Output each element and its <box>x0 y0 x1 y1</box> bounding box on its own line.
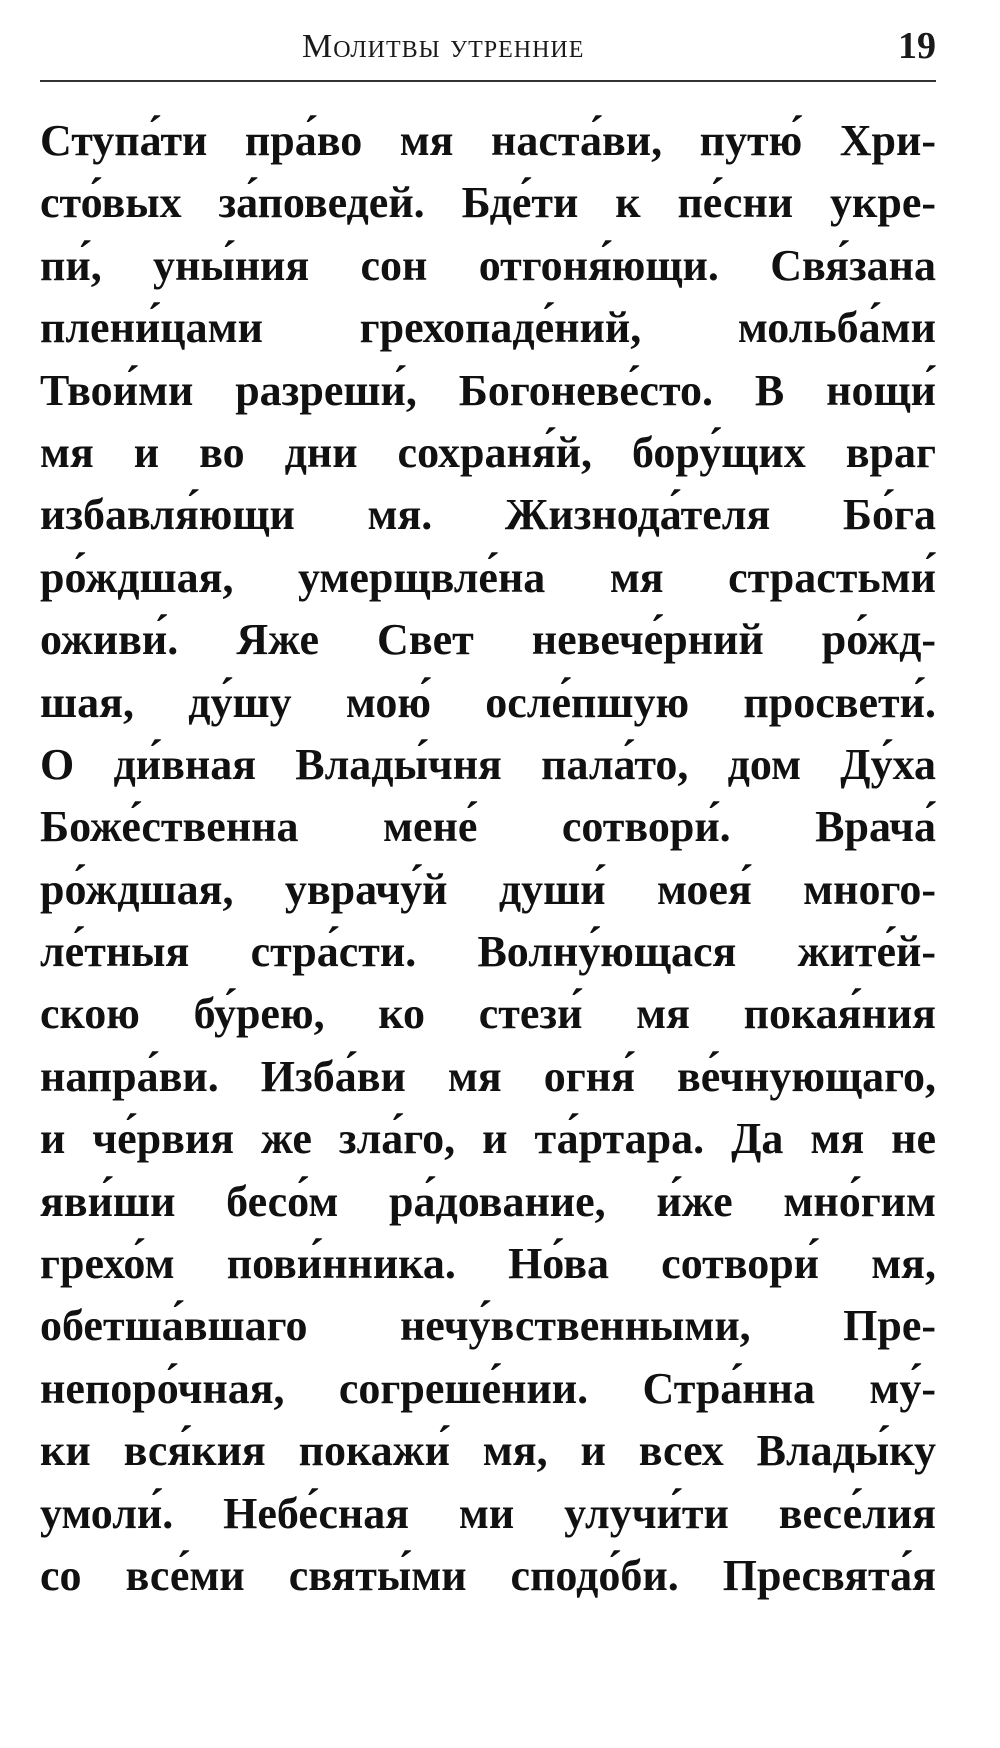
text-line: напра́ви. Изба́ви мя огня́ ве́чнующаго, <box>40 1051 936 1101</box>
header-rule <box>40 80 936 82</box>
text-line: избавля́ющи мя. Жизнода́теля Бо́га <box>40 490 936 540</box>
text-line: оживи́. Яже Свет невече́рний ро́жд- <box>40 615 936 665</box>
book-page <box>40 22 940 1722</box>
page-number: 19 <box>898 25 936 67</box>
text-line: пи́, уны́ния сон отгоня́ющи. Свя́зана <box>40 240 936 290</box>
text-line: Твои́ми разреши́, Богоневе́сто. В нощи́ <box>40 365 936 415</box>
text-line: со все́ми святы́ми сподо́би. Пресвята́я <box>40 1550 936 1600</box>
text-line: ле́тныя стра́сти. Волну́ющася жите́й- <box>40 927 936 977</box>
text-line: Ступа́ти пра́во мя наста́ви, путю́ Хри- <box>40 116 936 165</box>
text-line: непоро́чная, согреше́нии. Стра́нна му́- <box>40 1363 936 1413</box>
text-line: умоли́. Небе́сная ми улучи́ти весе́лия <box>40 1488 936 1538</box>
text-line: обетша́вшаго нечу́вственными, Пре- <box>40 1301 936 1351</box>
text-line: грехо́м пови́нника. Но́ва сотвори́ мя, <box>40 1239 936 1289</box>
text-line: ро́ждшая, умерщвле́на мя страстьми́ <box>40 552 936 602</box>
text-line: яви́ши бесо́м ра́дование, и́же мно́гим <box>40 1176 936 1226</box>
text-line: Боже́ственна мене́ сотвори́. Врача́ <box>40 802 936 852</box>
text-line: О ди́вная Влады́чня пала́то, дом Ду́ха <box>40 739 936 789</box>
text-line: мя и во дни сохраня́й, бору́щих враг <box>40 427 936 477</box>
text-line: плени́цами грехопаде́ний, мольба́ми <box>40 303 936 353</box>
text-line: ки вся́кия покажи́ мя, и всех Влады́ку <box>40 1426 936 1476</box>
text-line: и че́рвия же зла́го, и та́ртара. Да мя не <box>40 1114 936 1164</box>
text-line: ро́ждшая, уврачу́й души́ моея́ много- <box>40 864 936 914</box>
text-line: сто́вых за́поведей. Бде́ти к пе́сни укре- <box>40 178 936 228</box>
text-line: шая, ду́шу мою́ осле́пшую просвети́. <box>40 677 936 727</box>
text-line: скою бу́рею, ко стези́ мя покая́ния <box>40 989 936 1039</box>
running-title: Молитвы утренние <box>302 28 585 65</box>
prayer-text <box>40 110 936 1607</box>
page-header <box>40 22 940 84</box>
